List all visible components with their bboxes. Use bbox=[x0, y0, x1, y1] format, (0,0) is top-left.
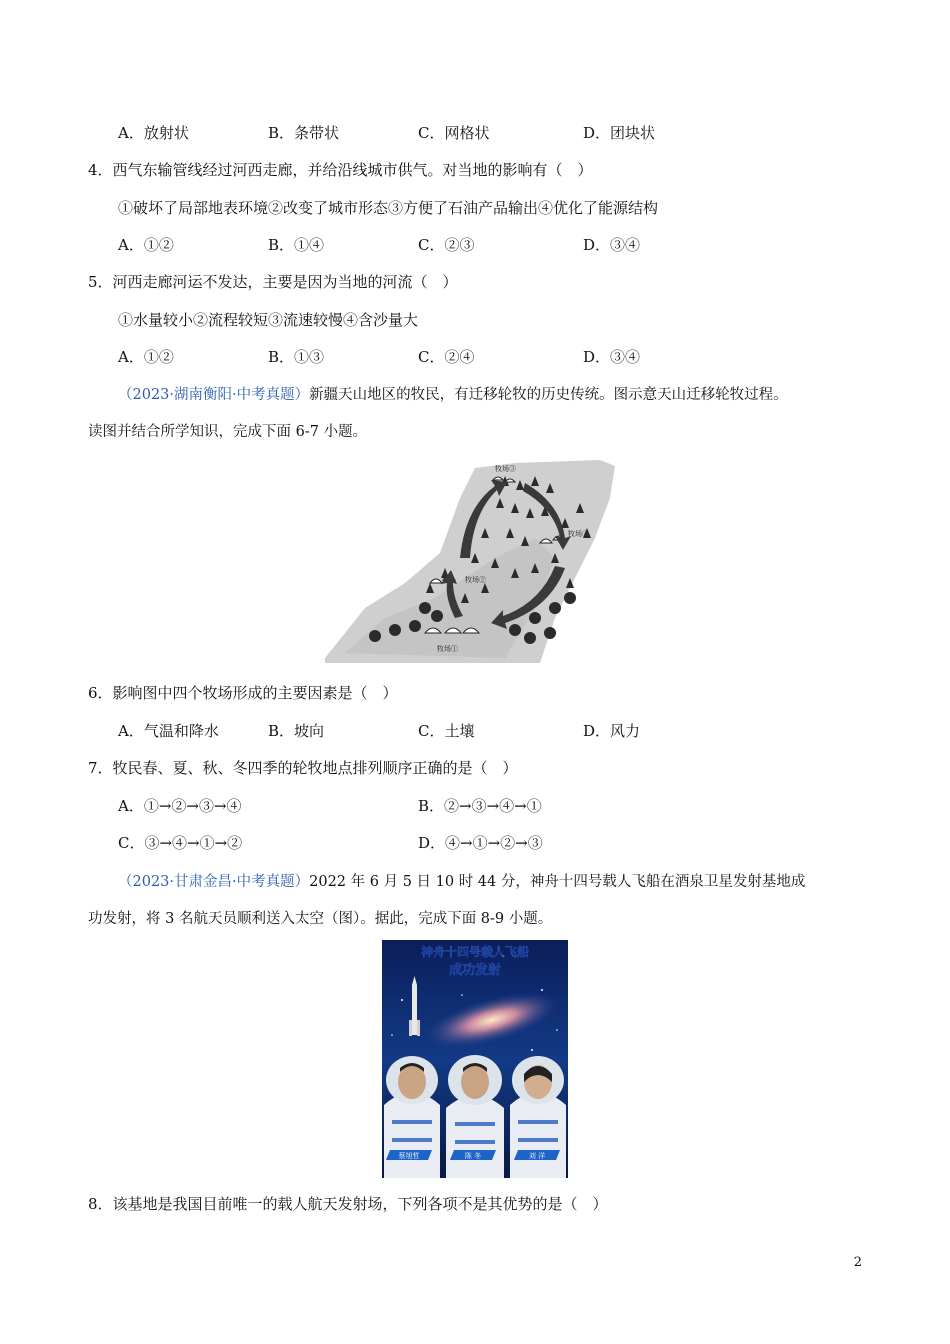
q8-stem: 8．该基地是我国目前唯一的载人航天发射场，下列各项不是其优势的是（ ） bbox=[88, 1195, 608, 1213]
intro-text: 新疆天山地区的牧民，有迁移轮牧的历史传统。图示意天山迁移轮牧过程。 bbox=[309, 387, 788, 403]
name-plates bbox=[386, 1150, 560, 1160]
q6-option-c: C．土壤 bbox=[418, 722, 475, 740]
q5-option-c: C．②④ bbox=[418, 348, 475, 366]
page-number: 2 bbox=[853, 1255, 862, 1270]
pasture-2-label: 牧场② bbox=[465, 576, 486, 584]
astronaut-name-2: 陈 冬 bbox=[464, 1152, 482, 1160]
astronaut-name-1: 蔡旭哲 bbox=[398, 1152, 420, 1160]
q4-option-b: B．①④ bbox=[268, 236, 325, 254]
intro-8-9-line1 bbox=[118, 870, 805, 891]
q4-option-a: A．①② bbox=[118, 236, 174, 254]
q5-option-a: A．①② bbox=[118, 348, 174, 366]
q7-stem: 7．牧民春、夏、秋、冬四季的轮牧地点排列顺序正确的是（ ） bbox=[88, 759, 518, 777]
q6-option-d: D．风力 bbox=[583, 722, 641, 740]
astronaut-name-3: 刘 洋 bbox=[528, 1152, 546, 1160]
q6-option-b: B．坡向 bbox=[268, 722, 325, 740]
tianshan-grazing-figure bbox=[325, 458, 615, 663]
q6-stem: 6．影响图中四个牧场形成的主要因素是（ ） bbox=[88, 684, 398, 702]
q5-items: ①水量较小②流程较短③流速较慢④含沙量大 bbox=[118, 311, 419, 329]
q3-option-b: B．条带状 bbox=[268, 124, 340, 142]
q4-stem: 4．西气东输管线经过河西走廊，并给沿线城市供气。对当地的影响有（ ） bbox=[88, 161, 593, 179]
source-tag: （2023·湖南衡阳·中考真题） bbox=[118, 387, 310, 403]
pasture-4-label: 牧场④ bbox=[568, 530, 589, 538]
q4-option-d: D．③④ bbox=[583, 236, 641, 254]
q7-option-c: C．③→④→①→② bbox=[118, 834, 243, 852]
q6-option-a: A．气温和降水 bbox=[118, 722, 219, 740]
intro-6-7-line2: 读图并结合所学知识，完成下面 6-7 小题。 bbox=[88, 424, 368, 440]
shenzhou14-poster bbox=[382, 940, 568, 1178]
intro-text: 2022 年 6 月 5 日 10 时 44 分，神舟十四号载人飞船在酒泉卫星发射基地成 bbox=[309, 874, 806, 890]
q3-option-a: A．放射状 bbox=[118, 124, 189, 142]
q4-items: ①破坏了局部地表环境②改变了城市形态③方便了石油产品输出④优化了能源结构 bbox=[118, 199, 659, 217]
q7-option-d: D．④→①→②→③ bbox=[418, 834, 543, 852]
q5-option-b: B．①③ bbox=[268, 348, 325, 366]
q5-option-d: D．③④ bbox=[583, 348, 641, 366]
q7-option-a: A．①→②→③→④ bbox=[118, 797, 242, 815]
q5-stem: 5．河西走廊河运不发达，主要是因为当地的河流（ ） bbox=[88, 273, 458, 291]
pasture-3-label: 牧场③ bbox=[495, 465, 516, 473]
source-tag: （2023·甘肃金昌·中考真题） bbox=[118, 874, 310, 890]
q4-option-c: C．②③ bbox=[418, 236, 475, 254]
intro-8-9-line2: 功发射，将 3 名航天员顺利送入太空（图）。据此，完成下面 8-9 小题。 bbox=[88, 911, 553, 927]
q7-option-b: B．②→③→④→① bbox=[418, 797, 542, 815]
pasture-1-label: 牧场① bbox=[437, 645, 458, 653]
poster-subtitle: 成功发射 bbox=[448, 963, 502, 978]
q3-option-c: C．网格状 bbox=[418, 124, 490, 142]
q3-option-d: D．团块状 bbox=[583, 124, 656, 142]
intro-6-7-line1 bbox=[118, 383, 788, 404]
poster-title: 神舟十四号载人飞船 bbox=[420, 945, 530, 959]
